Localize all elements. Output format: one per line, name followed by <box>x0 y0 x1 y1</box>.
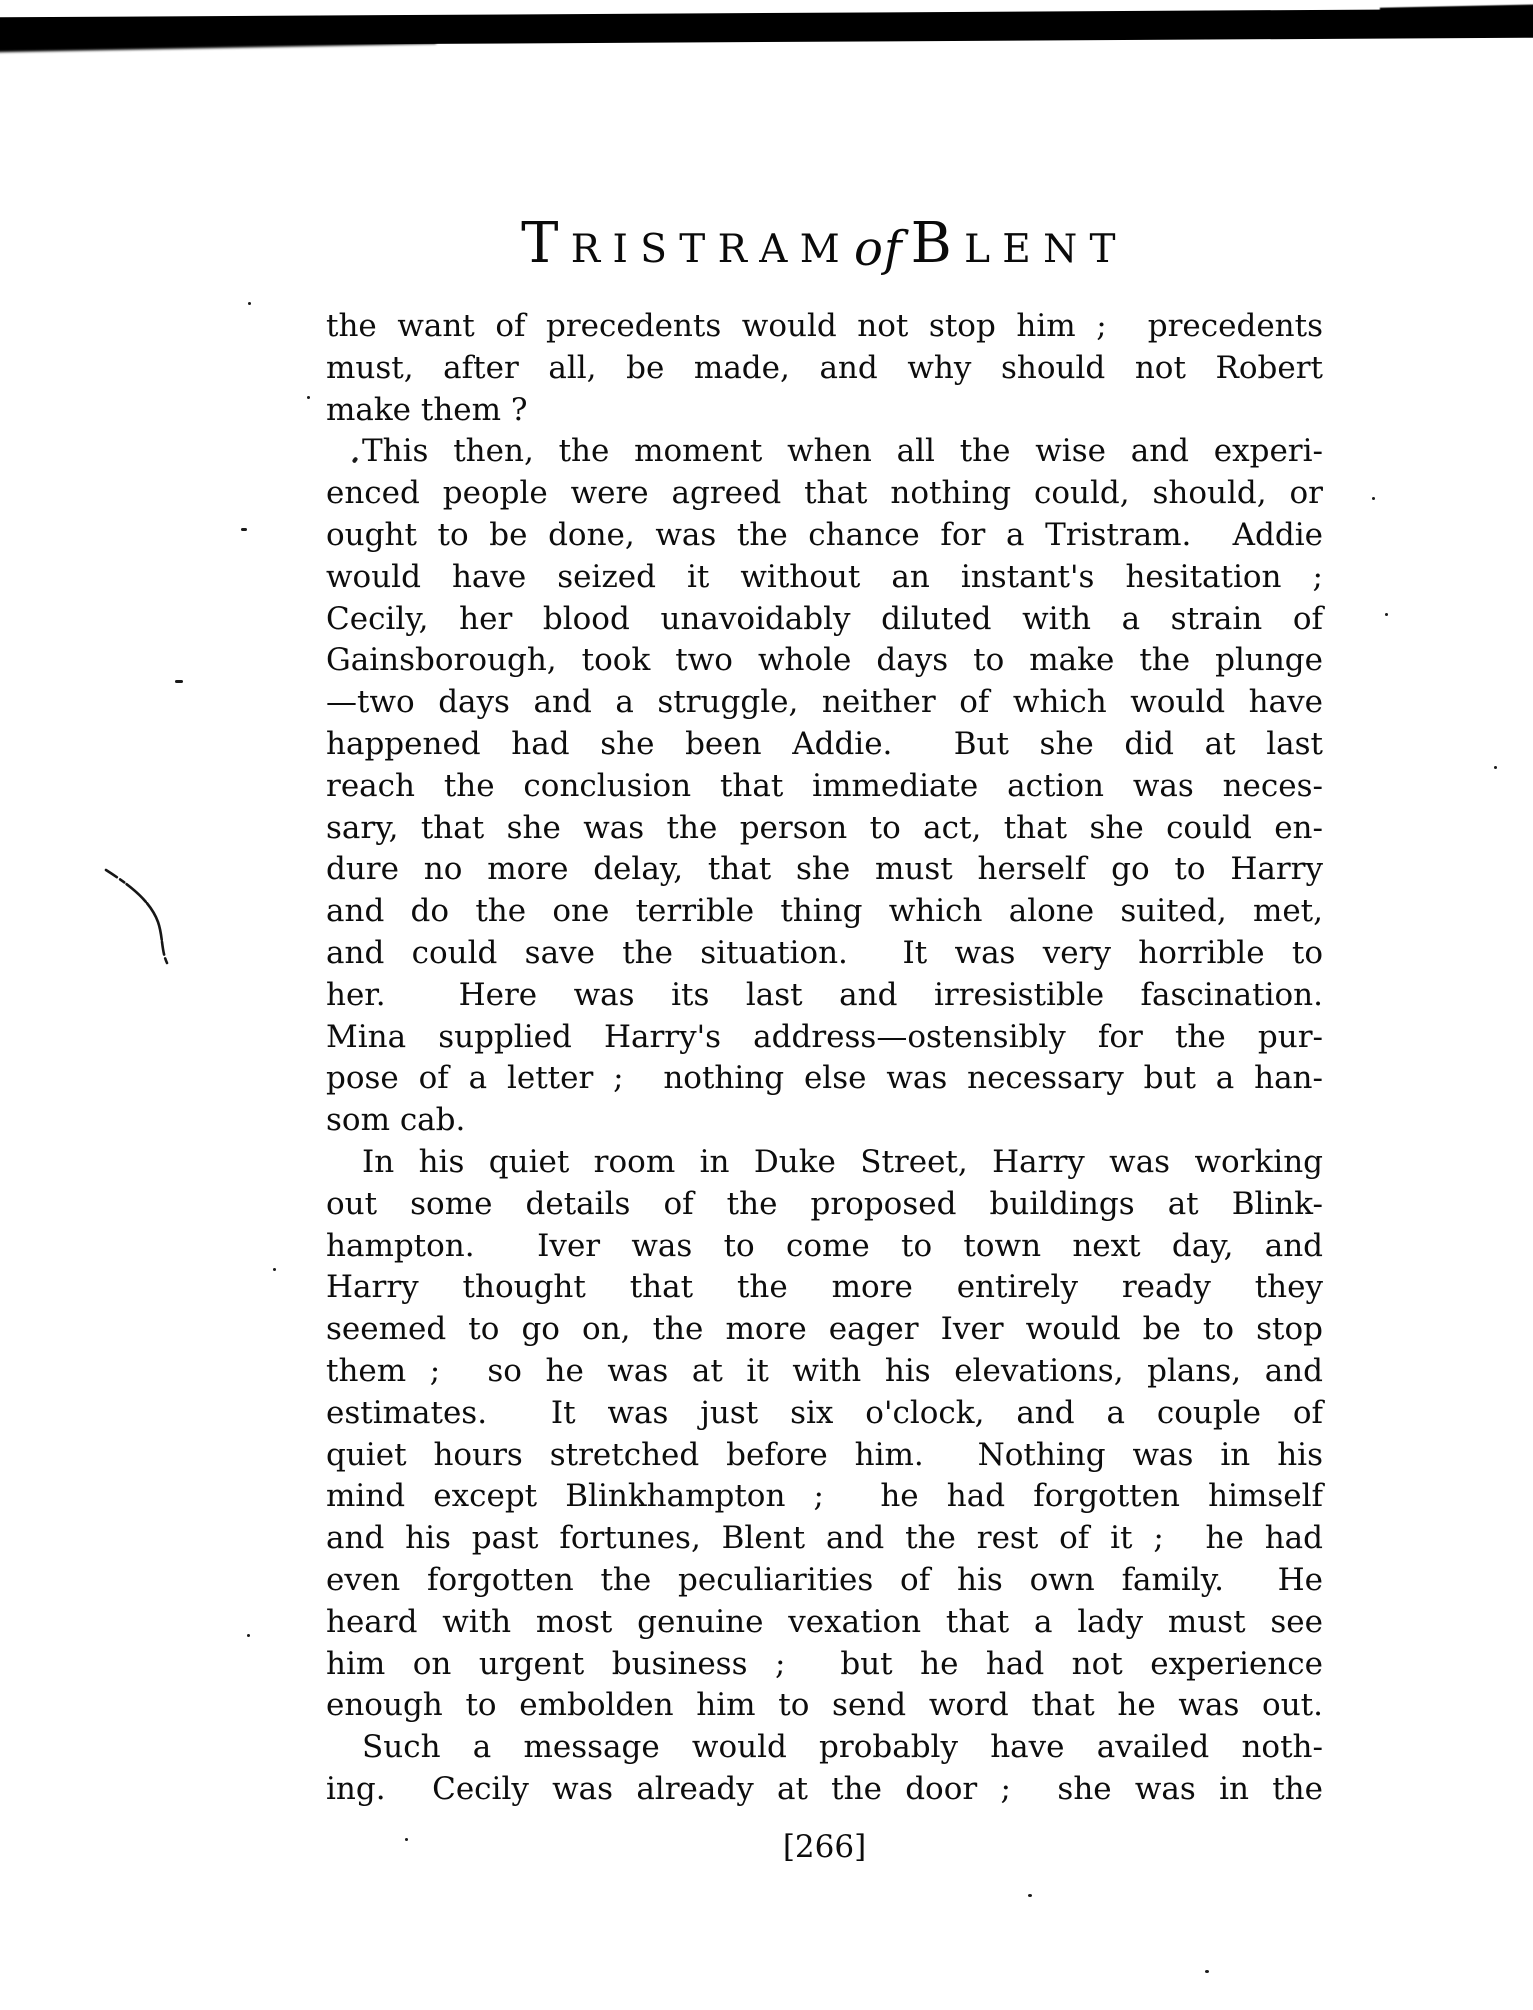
text-line: enced people were agreed that nothing could, should, or <box>326 475 1323 512</box>
text-line: Mina supplied Harry's address—ostensibly for the pur- <box>326 1018 1323 1055</box>
running-head-title <box>326 212 1323 289</box>
text-line: enough to embolden him to send word that he was out. <box>326 1687 1323 1724</box>
title-word-blent: Blent <box>910 211 1128 276</box>
text-line: mind except Blinkhampton ; he had forgotten himself <box>326 1478 1323 1515</box>
dust-speck <box>307 396 310 399</box>
pen-mark <box>100 860 180 975</box>
dust-speck <box>241 528 247 531</box>
text-line: This then, the moment when all the wise and experi- <box>362 433 1323 470</box>
text-line: him on urgent business ; but he had not experience <box>326 1645 1323 1682</box>
text-line: and his past fortunes, Blent and the rest of it ; he had <box>326 1520 1323 1557</box>
text-line: estimates. It was just six o'clock, and a couple of <box>326 1394 1323 1431</box>
dust-speck <box>1028 1894 1032 1897</box>
text-line: Gainsborough, took two whole days to make the plunge <box>326 642 1323 679</box>
paragraph <box>326 431 1323 1142</box>
text-line: happened had she been Addie. But she did at last <box>326 725 1323 762</box>
text-line: pose of a letter ; nothing else was necessary but a han- <box>326 1060 1323 1097</box>
text-line: ought to be done, was the chance for a Tristram. Addie <box>326 516 1323 553</box>
text-line: In his quiet room in Duke Street, Harry was working <box>362 1143 1323 1180</box>
title-word-tristram: Tristram <box>521 211 852 276</box>
scan-edge-fuzz-right <box>1380 4 1533 25</box>
text-line: som cab. <box>326 1102 466 1139</box>
text-line: and could save the situation. It was very horrible to <box>326 934 1323 971</box>
text-line: heard with most genuine vexation that a lady must see <box>326 1603 1323 1640</box>
text-line: sary, that she was the person to act, that she could en- <box>326 809 1323 846</box>
title-word-of: of <box>854 221 903 277</box>
dust-speck <box>248 302 251 305</box>
text-line: hampton. Iver was to come to town next day, and <box>326 1227 1323 1264</box>
paragraph <box>326 1142 1323 1727</box>
page-number: [266] <box>782 1829 867 1865</box>
text-line: quiet hours stretched before him. Nothing was in his <box>326 1436 1323 1473</box>
text-line: reach the conclusion that immediate action was neces- <box>326 767 1323 804</box>
dust-speck <box>1372 497 1375 500</box>
paragraph <box>326 306 1323 431</box>
dust-speck <box>1494 766 1497 769</box>
text-line: ing. Cecily was already at the door ; she was in the <box>326 1770 1323 1807</box>
text-line: —two days and a struggle, neither of which would have <box>326 684 1323 721</box>
dust-speck <box>273 1268 276 1271</box>
dust-speck <box>247 1634 250 1637</box>
text-line: even forgotten the peculiarities of his own family. He <box>326 1561 1323 1598</box>
text-line: Harry thought that the more entirely ready they <box>326 1269 1323 1306</box>
text-line: Such a message would probably have availed noth- <box>362 1729 1323 1766</box>
text-line: and do the one terrible thing which alone suited, met, <box>326 893 1323 930</box>
text-line: her. Here was its last and irresistible fascination. <box>326 976 1323 1013</box>
text-line: dure no more delay, that she must herself go to Harry <box>326 851 1323 888</box>
dust-speck <box>175 680 183 683</box>
body-text <box>326 306 1323 1811</box>
text-line: must, after all, be made, and why should not Robert <box>326 349 1323 386</box>
dust-speck <box>1205 1970 1209 1973</box>
text-line: seemed to go on, the more eager Iver would be to stop <box>326 1311 1323 1348</box>
text-line: make them ? <box>326 391 528 428</box>
text-line: out some details of the proposed buildings at Blink- <box>326 1185 1323 1222</box>
dust-speck <box>1385 613 1388 616</box>
text-line: them ; so he was at it with his elevations, plans, and <box>326 1352 1323 1389</box>
text-line: would have seized it without an instant's hesitation ; <box>326 558 1323 595</box>
text-line: the want of precedents would not stop him ; precedents <box>326 308 1323 344</box>
text-line: Cecily, her blood unavoidably diluted with a strain of <box>326 600 1323 637</box>
paragraph <box>326 1727 1323 1811</box>
